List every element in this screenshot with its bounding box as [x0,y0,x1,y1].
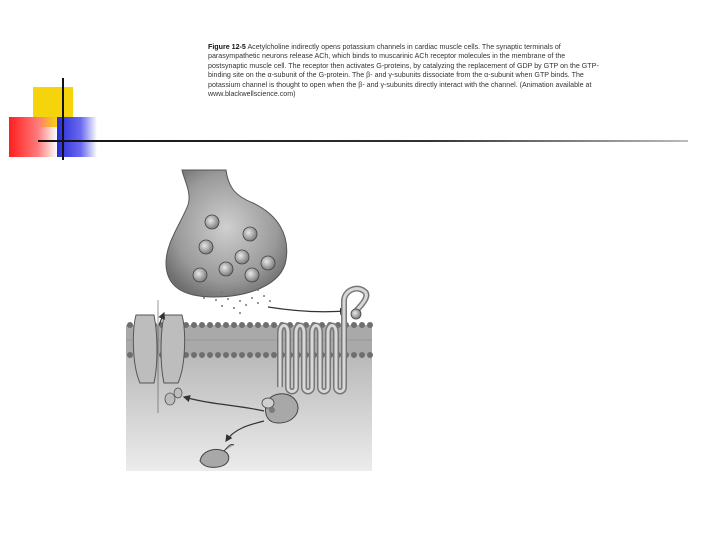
decor-red-square [9,117,57,157]
figure-label: Figure 12-5 [208,43,246,51]
bound-ach [351,309,361,319]
decor-horizontal-rule [38,140,688,142]
ach-binding-arrow [268,307,346,312]
figure-caption-text: Acetylcholine indirectly opens potassium channels in cardiac muscle cells. The synaptic terminals of parasympathetic neurons release ACh, which binds to muscarinic ACh receptor molecules in the membrane of the postsynaptic muscle cell. The receptor then activates G-proteins, by catalyzing the replacement of GDP by GTP on the GTP-binding site on the α-subunit of the G-protein. The β- and γ-subunits dissociate from the α-subunit when GTP binds. The potassium channel is thought to open when the β- and γ-subunits directly interact with the channel. (Animation available at www.blackwellscience.com) [208,43,599,99]
caption-fade [208,104,603,110]
synapse-diagram [118,165,380,475]
decor-vertical-rule [62,78,64,160]
figure-caption [208,43,603,109]
presynaptic-terminal [166,170,287,297]
